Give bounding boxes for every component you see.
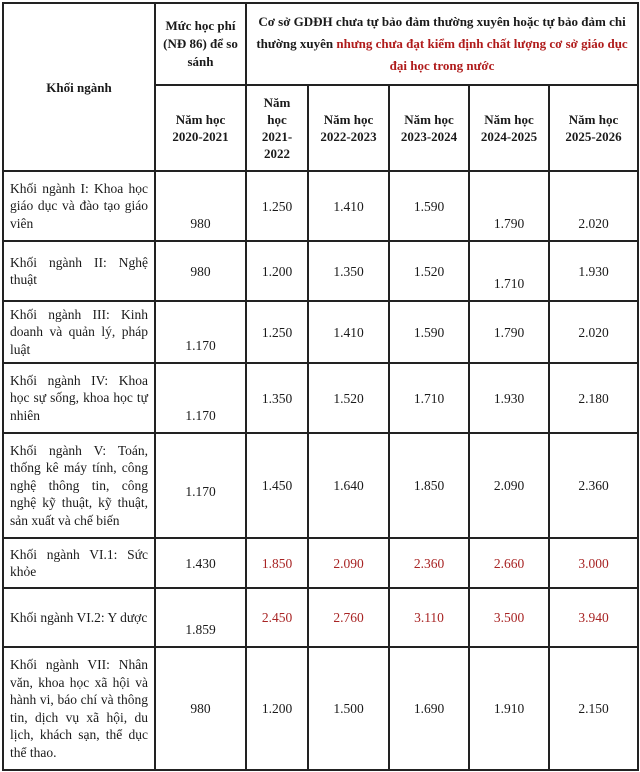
cell-value: 1.250 [246, 301, 308, 363]
cell-value: 1.450 [246, 433, 308, 538]
cell-value: 1.410 [308, 171, 389, 241]
cell-value-highlight: 3.110 [389, 588, 469, 647]
row-label: Khối ngành III: Kinh doanh và quản lý, pháp luật [3, 301, 155, 363]
cell-value: 1.170 [155, 301, 246, 363]
table-row [3, 433, 638, 538]
cell-value-highlight: 3.500 [469, 588, 549, 647]
row-label: Khối ngành I: Khoa học giáo dục và đào tạo giáo viên [3, 171, 155, 241]
header-group-title [246, 3, 638, 85]
header-year-2023: Năm học 2023-2024 [389, 85, 469, 171]
cell-value: 1.170 [155, 433, 246, 538]
cell-value: 1.859 [155, 588, 246, 647]
cell-value: 2.360 [549, 433, 638, 538]
cell-value: 1.930 [469, 363, 549, 433]
cell-value-highlight: 2.090 [308, 538, 389, 588]
header-compare: Mức học phí (NĐ 86) để so sánh [155, 3, 246, 85]
cell-value: 1.170 [155, 363, 246, 433]
tuition-fee-table [2, 2, 639, 771]
cell-value: 2.090 [469, 433, 549, 538]
cell-value: 1.200 [246, 241, 308, 301]
cell-value-highlight: 1.850 [246, 538, 308, 588]
table-row [3, 588, 638, 647]
table-row [3, 363, 638, 433]
cell-value-highlight: 3.000 [549, 538, 638, 588]
cell-value: 1.790 [469, 171, 549, 241]
cell-value: 1.250 [246, 171, 308, 241]
cell-value: 1.200 [246, 647, 308, 770]
header-year-2024: Năm học 2024-2025 [469, 85, 549, 171]
row-label: Khối ngành VI.2: Y dược [3, 588, 155, 647]
cell-value: 1.590 [389, 171, 469, 241]
header-year-2020: Năm học 2020-2021 [155, 85, 246, 171]
cell-value: 1.710 [389, 363, 469, 433]
cell-value-highlight: 2.450 [246, 588, 308, 647]
cell-value: 1.640 [308, 433, 389, 538]
cell-value-highlight: 2.360 [389, 538, 469, 588]
cell-value: 2.020 [549, 171, 638, 241]
cell-value: 1.430 [155, 538, 246, 588]
cell-value: 1.710 [469, 241, 549, 301]
header-year-2022: Năm học 2022-2023 [308, 85, 389, 171]
cell-value: 1.500 [308, 647, 389, 770]
row-label: Khối ngành V: Toán, thống kê máy tính, công nghệ thông tin, công nghệ kỹ thuật, kỹ thuật, sản xuất và chế biến [3, 433, 155, 538]
header-group-title-red: nhưng chưa đạt kiểm định chất lượng cơ sở giáo dục đại học trong nước [336, 36, 628, 73]
cell-value: 2.150 [549, 647, 638, 770]
cell-value: 1.410 [308, 301, 389, 363]
table-row [3, 538, 638, 588]
header-group: Khối ngành [3, 3, 155, 171]
table-row [3, 647, 638, 770]
row-label: Khối ngành VI.1: Sức khỏe [3, 538, 155, 588]
cell-value: 2.180 [549, 363, 638, 433]
cell-value: 1.850 [389, 433, 469, 538]
cell-value: 1.910 [469, 647, 549, 770]
cell-value: 2.020 [549, 301, 638, 363]
row-label: Khối ngành VII: Nhân văn, khoa học xã hội và hành vi, báo chí và thông tin, dịch vụ xã hội, du lịch, khách sạn, thể dục thể thao. [3, 647, 155, 770]
cell-value-highlight: 2.760 [308, 588, 389, 647]
cell-value: 980 [155, 171, 246, 241]
row-label: Khối ngành II: Nghệ thuật [3, 241, 155, 301]
cell-value: 980 [155, 241, 246, 301]
cell-value-highlight: 2.660 [469, 538, 549, 588]
cell-value: 1.350 [246, 363, 308, 433]
cell-value: 1.690 [389, 647, 469, 770]
cell-value: 1.590 [389, 301, 469, 363]
cell-value: 1.930 [549, 241, 638, 301]
row-label: Khối ngành IV: Khoa học sự sống, khoa học tự nhiên [3, 363, 155, 433]
cell-value: 1.520 [389, 241, 469, 301]
cell-value: 1.350 [308, 241, 389, 301]
cell-value: 1.520 [308, 363, 389, 433]
table-row [3, 241, 638, 301]
header-group-title-main: Cơ sở GDĐH chưa tự bảo đảm thường xuyên hoặc tự bảo đảm chi thường xuyên [256, 14, 626, 51]
cell-value: 1.790 [469, 301, 549, 363]
table-row [3, 171, 638, 241]
cell-value: 980 [155, 647, 246, 770]
cell-value-highlight: 3.940 [549, 588, 638, 647]
table-row [3, 301, 638, 363]
header-year-2025: Năm học 2025-2026 [549, 85, 638, 171]
header-year-2021: Năm học 2021-2022 [246, 85, 308, 171]
